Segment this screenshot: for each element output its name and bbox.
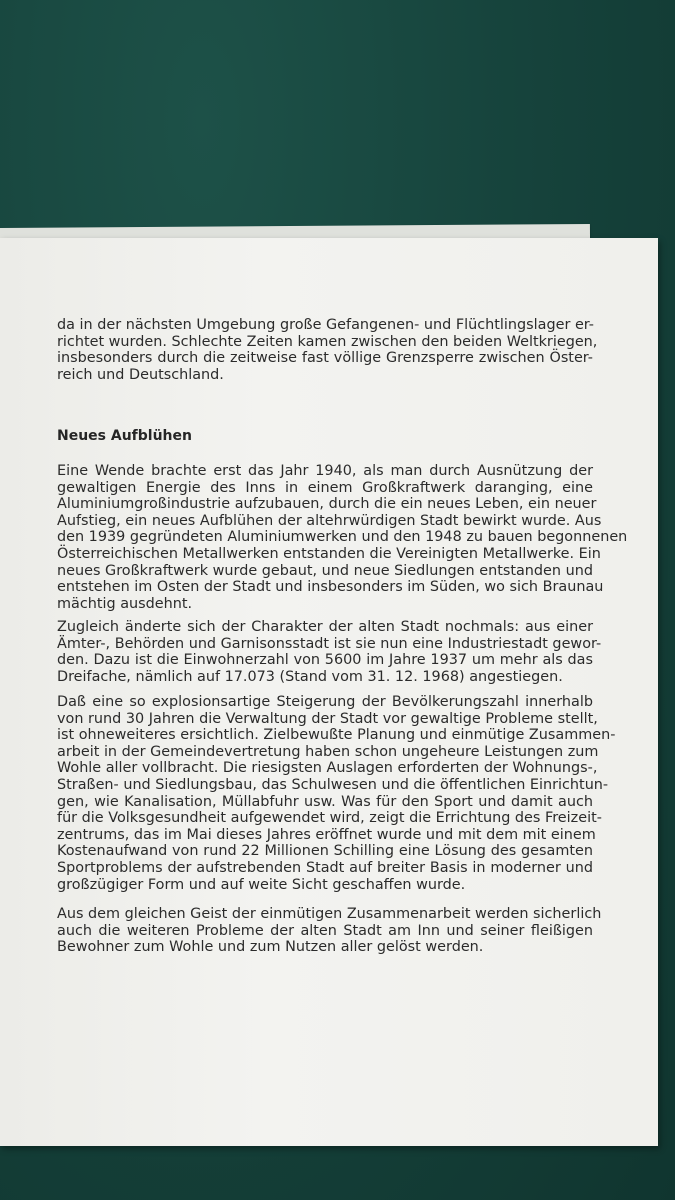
- text-line: Sportproblems der aufstrebenden Stadt auf breiter Basis in moderner und: [57, 859, 593, 876]
- text-line: von rund 30 Jahren die Verwaltung der Stadt vor gewaltige Probleme stellt,: [57, 710, 598, 727]
- text-line: Zugleich änderte sich der Charakter der alten Stadt nochmals: aus einer: [57, 619, 593, 635]
- text-line: Kostenaufwand von rund 22 Millionen Schilling eine Lösung des gesamten: [57, 843, 593, 860]
- text-line: großzügiger Form und auf weite Sicht geschaffen wurde.: [57, 876, 466, 893]
- text-line: insbesonders durch die zeitweise fast völlige Grenzsperre zwischen Öster-: [57, 350, 593, 367]
- text-line: für die Volksgesundheit aufgewendet wird, zeigt die Errichtung des Freizeit-: [57, 810, 602, 827]
- text-line: auch die weiteren Probleme der alten Stadt am Inn und seiner fleißigen: [57, 922, 593, 939]
- text-line: Aufstieg, ein neues Aufblühen der altehrwürdigen Stadt bewirkt wurde. Aus: [57, 512, 602, 529]
- paragraph-4: [57, 906, 602, 956]
- text-line: neues Großkraftwerk wurde gebaut, und neue Siedlungen entstanden und: [57, 562, 593, 579]
- intro-paragraph: [57, 317, 598, 383]
- text-line: Bewohner zum Wohle und zum Nutzen aller gelöst werden.: [57, 939, 484, 956]
- paragraph-1: [57, 463, 628, 612]
- text-line: Dreifache, nämlich auf 17.073 (Stand vom 31. 12. 1968) angestiegen.: [57, 668, 563, 685]
- text-line: reich und Deutschland.: [57, 366, 224, 383]
- text-line: da in der nächsten Umgebung große Gefangenen- und Flüchtlingslager er-: [57, 317, 594, 333]
- text-line: gewaltigen Energie des Inns in einem Großkraftwerk daranging, eine: [57, 479, 593, 496]
- text-line: Daß eine so explosionsartige Steigerung der Bevölkerungszahl innerhalb: [57, 694, 593, 710]
- text-line: mächtig ausdehnt.: [57, 595, 193, 612]
- text-line: Österreichischen Metallwerken entstanden die Vereinigten Metallwerke. Ein: [57, 545, 601, 562]
- paragraph-3: [57, 694, 616, 893]
- text-line: ist ohneweiteres ersichtlich. Zielbewußte Planung und einmütige Zusammen-: [57, 727, 616, 744]
- text-line: Aus dem gleichen Geist der einmütigen Zusammenarbeit werden sicherlich: [57, 906, 602, 922]
- section-heading: Neues Aufblühen: [57, 428, 192, 444]
- text-line: den 1939 gegründeten Aluminiumwerken und den 1948 zu bauen begonnenen: [57, 529, 628, 546]
- text-line: entstehen im Osten der Stadt und insbesonders im Süden, wo sich Braunau: [57, 579, 604, 596]
- text-line: Ämter-, Behörden und Garnisonsstadt ist sie nun eine Industriestadt gewor-: [57, 635, 602, 652]
- text-line: Straßen- und Siedlungsbau, das Schulwesen und die öffentlichen Einrichtun-: [57, 776, 609, 793]
- text-line: Eine Wende brachte erst das Jahr 1940, als man durch Ausnützung der: [57, 463, 593, 479]
- text-line: arbeit in der Gemeindevertretung haben schon ungeheure Leistungen zum: [57, 743, 599, 760]
- text-line: zentrums, das im Mai dieses Jahres eröffnet wurde und mit dem mit einem: [57, 826, 596, 843]
- text-line: richtet wurden. Schlechte Zeiten kamen zwischen den beiden Weltkriegen,: [57, 333, 598, 350]
- text-line: gen, wie Kanalisation, Müllabfuhr usw. Was für den Sport und damit auch: [57, 793, 593, 810]
- text-line: Aluminiumgroßindustrie aufzubauen, durch die ein neues Leben, ein neuer: [57, 496, 597, 513]
- paragraph-2: [57, 619, 602, 685]
- text-line: Wohle aller vollbracht. Die riesigsten Auslagen erforderten der Wohnungs-,: [57, 760, 598, 777]
- text-line: den. Dazu ist die Einwohnerzahl von 5600 im Jahre 1937 um mehr als das: [57, 652, 593, 669]
